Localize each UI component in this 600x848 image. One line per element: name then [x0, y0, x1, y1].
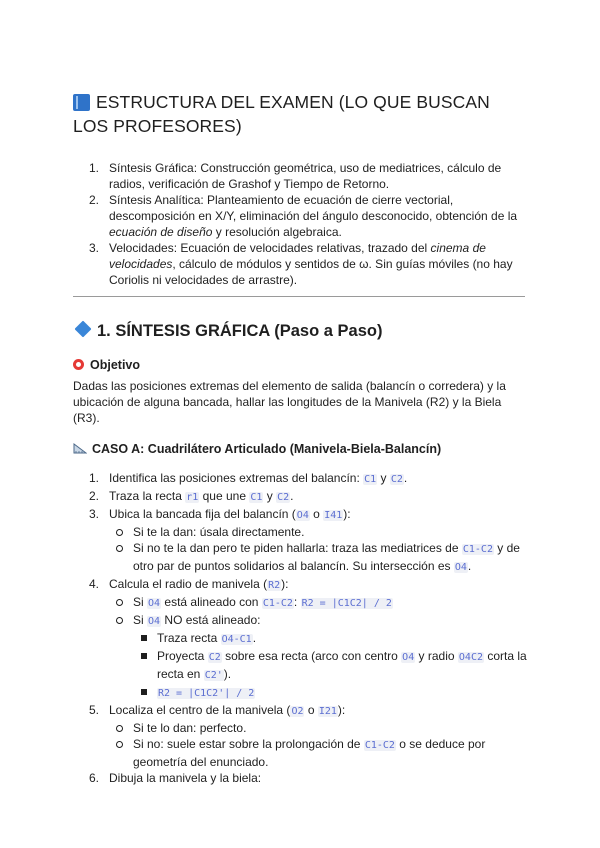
- inline-code: O4: [296, 510, 309, 521]
- horizontal-divider: [73, 296, 525, 297]
- step-text: .: [467, 559, 472, 573]
- list-item-text: Síntesis Gráfica: Construcción geométrica, uso de mediatrices, cálculo de radios, verificación de Grashof y Tiempo de Retorno.: [109, 161, 502, 191]
- step-text: Traza recta: [157, 631, 221, 645]
- step-text: Ubica la bancada fija del balancín (: [109, 507, 296, 521]
- list-item-text: Velocidades: Ecuación de velocidades relativas, trazado del: [109, 241, 431, 255]
- inline-code: C1-C2: [462, 544, 493, 555]
- objective-heading-text: Objetivo: [90, 358, 141, 372]
- case-a-heading: [73, 440, 528, 458]
- step-text: Si: [133, 613, 148, 627]
- step-text: que une: [199, 489, 250, 503]
- exam-structure-list: [73, 160, 528, 288]
- step-text: NO está alineado:: [161, 613, 261, 627]
- list-number: 2.: [89, 193, 100, 207]
- sub-list: [109, 524, 528, 576]
- list-item-text: Síntesis Analítica: Planteamiento de ecuación de cierre vectorial, descomposición en X/Y, eliminación del ángulo desconocido, obtención de la: [109, 193, 518, 223]
- emphasis-text: ecuación de diseño: [109, 225, 213, 239]
- step-text: ):: [281, 577, 289, 591]
- target-icon: [73, 359, 84, 370]
- inline-code: I41: [324, 510, 343, 521]
- list-number: 1.: [89, 471, 100, 485]
- list-number: 5.: [89, 703, 100, 717]
- step-text: o se deduce por geometría del enunciado.: [133, 737, 486, 769]
- steps-list: [73, 470, 528, 786]
- inline-code: R2 = |C1C2'| / 2: [158, 688, 255, 699]
- triangular-ruler-icon: [73, 443, 87, 454]
- step-text: ):: [337, 703, 346, 717]
- list-number: 4.: [89, 577, 100, 591]
- list-number: 2.: [89, 489, 100, 503]
- sub-list-item: [109, 594, 528, 612]
- step-text: Si te lo dan: perfecto.: [133, 721, 247, 735]
- list-item: [73, 240, 528, 288]
- sub-sub-list: [133, 630, 528, 702]
- step-text: Si te la dan: úsala directamente.: [133, 525, 305, 539]
- step-text: o: [309, 507, 324, 521]
- step-text: ):: [343, 507, 351, 521]
- section-1: [73, 320, 528, 786]
- inline-code: O4: [148, 616, 161, 627]
- step-text: o: [304, 703, 318, 717]
- objective-heading: [73, 356, 528, 374]
- sub-list-item: [109, 540, 528, 576]
- blue-book-icon: [73, 94, 90, 111]
- inline-code: C1: [364, 474, 377, 485]
- inline-code: C2: [277, 492, 290, 503]
- list-item: [73, 702, 528, 770]
- step-text: Identifica las posiciones extremas del balancín:: [109, 471, 364, 485]
- sub-list: [109, 594, 528, 702]
- step-text: y radio: [415, 649, 458, 663]
- step-text: Si no te la dan pero te piden hallarla: traza las mediatrices de: [133, 541, 462, 555]
- list-item-text: , cálculo de módulos y sentidos de ω. Sin guías móviles (no hay Coriolis ni velocidades de arrastre).: [109, 257, 513, 287]
- inline-code: r1: [186, 492, 199, 503]
- inline-code: R2 = |C1C2| / 2: [301, 598, 392, 609]
- sub-list-item: [109, 612, 528, 702]
- step-text: Localiza el centro de la manivela (: [109, 703, 291, 717]
- inline-code: O4C2: [458, 652, 483, 663]
- inline-code: O4: [454, 562, 467, 573]
- inline-code: C2: [208, 652, 221, 663]
- step-text: :: [293, 595, 301, 609]
- step-text: Si no: suele estar sobre la prolongación de: [133, 737, 364, 751]
- step-text: sobre esa recta (arco con centro: [221, 649, 402, 663]
- sub-list: [109, 720, 528, 770]
- sub-list-item: [109, 736, 528, 770]
- inline-code: C2: [390, 474, 403, 485]
- list-item: [73, 770, 528, 786]
- step-text: Dibuja la manivela y la biela:: [109, 771, 262, 785]
- inline-code: O4: [148, 598, 161, 609]
- inline-code: O4: [402, 652, 415, 663]
- exam-structure-title: [73, 90, 528, 138]
- inline-code: C2': [204, 670, 223, 681]
- list-number: 3.: [89, 241, 100, 255]
- step-text: está alineado con: [161, 595, 262, 609]
- sub-sub-list-item: [133, 648, 528, 684]
- step-text: Si: [133, 595, 148, 609]
- inline-code: C1-C2: [364, 740, 395, 751]
- step-text: .: [252, 631, 257, 645]
- list-item: [73, 576, 528, 702]
- sub-sub-list-item: [133, 630, 528, 648]
- inline-code: C1: [250, 492, 263, 503]
- sub-list-item: [109, 720, 528, 736]
- inline-code: O4-C1: [221, 634, 252, 645]
- list-number: 6.: [89, 771, 100, 785]
- list-number: 1.: [89, 161, 100, 175]
- list-item: [73, 506, 528, 576]
- step-text: Traza la recta: [109, 489, 186, 503]
- section-1-title: [73, 320, 528, 342]
- step-text: .: [290, 489, 294, 503]
- inline-code: R2: [268, 580, 281, 591]
- list-number: 3.: [89, 507, 100, 521]
- list-item: [73, 470, 528, 488]
- inline-code: C1-C2: [262, 598, 293, 609]
- title-line-1: ESTRUCTURA DEL EXAMEN (LO QUE BUSCAN: [96, 92, 490, 112]
- step-text: ).: [223, 667, 232, 681]
- title-line-2: LOS PROFESORES): [73, 116, 242, 136]
- sub-sub-list-item: [133, 684, 528, 702]
- step-text: y de otro par de puntos solidarios al balancín. Su intersección es: [133, 541, 520, 573]
- list-item-text: y resolución algebraica.: [212, 225, 342, 239]
- emphasis-text: cinema de velocidades: [109, 241, 486, 271]
- step-text: .: [403, 471, 408, 485]
- step-text: y: [377, 471, 390, 485]
- inline-code: I21: [318, 706, 337, 717]
- inline-code: O2: [291, 706, 304, 717]
- document-content: [73, 90, 528, 288]
- sub-list-item: [109, 524, 528, 540]
- step-text: Calcula el radio de manivela (: [109, 577, 268, 591]
- step-text: y: [263, 489, 277, 503]
- objective-text: Dadas las posiciones extremas del elemento de salida (balancín o corredera) y la ubicación de alguna bancada, hallar las longitudes de la Manivela (R2) y la Biela (R3).: [73, 379, 506, 425]
- list-item: [73, 488, 528, 506]
- step-text: Proyecta: [157, 649, 208, 663]
- step-text: corta la recta en: [157, 649, 527, 681]
- section-title-text: 1. SÍNTESIS GRÁFICA (Paso a Paso): [97, 322, 383, 340]
- list-item: [73, 192, 528, 240]
- case-heading-text: CASO A: Cuadrilátero Articulado (Manivela-Biela-Balancín): [92, 442, 442, 456]
- blue-diamond-icon: [75, 321, 92, 338]
- list-item: [73, 160, 528, 192]
